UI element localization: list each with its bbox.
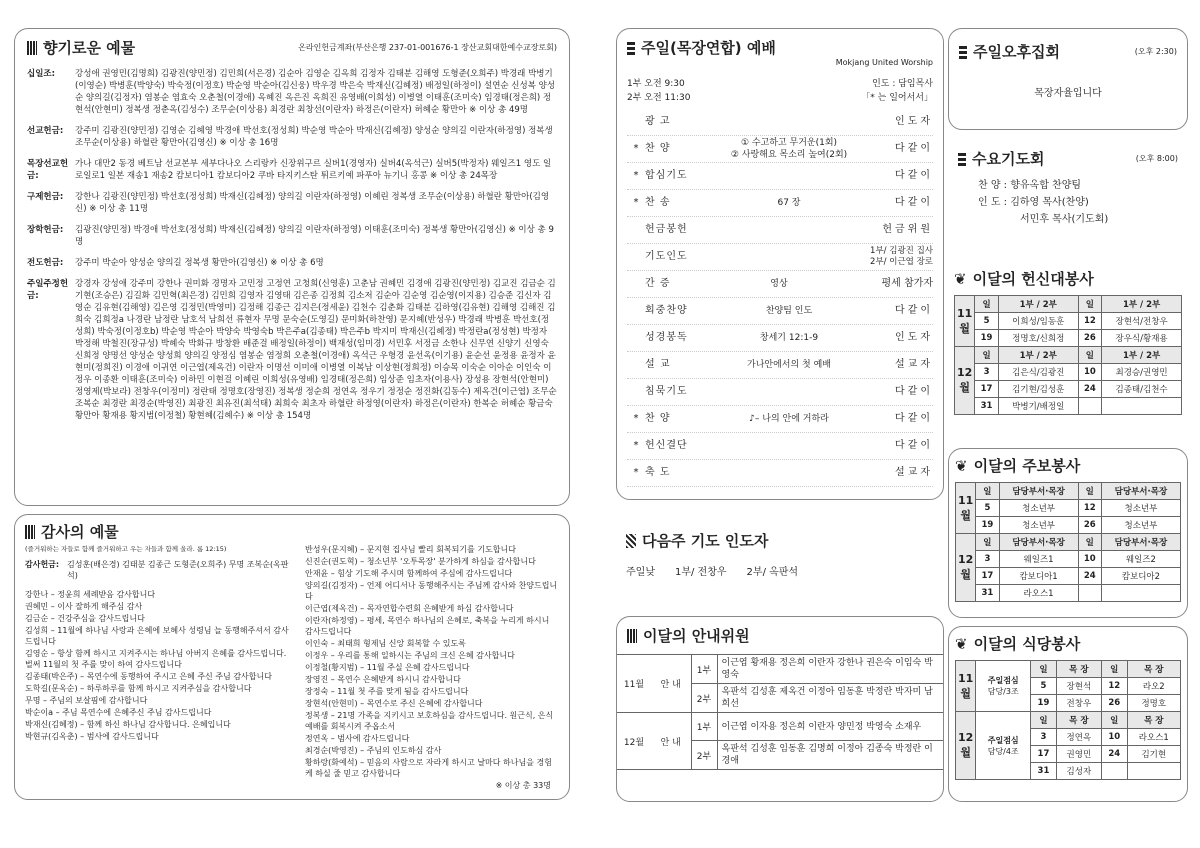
online-account: 온라인헌금계좌(부산은행 237-01-001676-1 장산교회대한예수교장로회) [298, 43, 557, 52]
offering-names: 가나 대만2 동경 베트남 선교본부 세부다나오 스리랑카 신장위구르 실버1(경영자) 실버4(옥석근) 실버5(박정자) 웨일즈1 영도 일로일로1 일본 재송1 재송2 캄보디아1 캄보디아2 쿠바 타지키스탄 튀르키예 파푸아 뉴기니 홍콩 ※ 이상 총 24목장 [75, 159, 552, 181]
thanks-entry: 황하랑(화예석) – 믿음의 사람으로 자라게 하시고 날마다 하나님을 경험케 하실 줄 믿고 감사합니다 [305, 758, 552, 778]
order-name: 헌금봉헌 [645, 224, 688, 235]
table-row [955, 330, 1182, 347]
day-cell: 12 [1078, 313, 1102, 330]
day-cell: 12 [1101, 678, 1127, 695]
day-cell: 10 [1078, 551, 1101, 568]
bulletin-title: ❦ 이달의 주보봉사 [955, 456, 1081, 475]
order-person: 다같이 [895, 440, 933, 451]
bulletin-panel [948, 448, 1188, 618]
offering-label: 전도헌금: [27, 258, 64, 268]
order-name: 축 도 [645, 467, 671, 478]
guide-names: 옥판석 김성훈 임동훈 김명희 이정아 김종숙 박정란 이경애 [717, 741, 943, 770]
dots-icon [627, 41, 635, 55]
table-row [956, 585, 1181, 602]
header-cell: 1부 / 2부 [1102, 296, 1182, 313]
thanks-verse: (즐거워하는 자들로 함께 즐거워하고 우는 자들과 함께 울라. 롬 12:15) [25, 545, 227, 553]
day-cell: 3 [1031, 729, 1057, 746]
thanks-entry: 반성우(문지혜) – 문지현 집사님 빨리 회복되기를 기도합니다 [305, 545, 516, 554]
header-cell: 목 장 [1127, 661, 1180, 678]
header-cell: 일 [1031, 661, 1057, 678]
sunday-pm-panel [948, 28, 1188, 130]
header-cell: 목 장 [1127, 712, 1180, 729]
order-content: ♪– 나의 안에 거하라 [749, 414, 829, 424]
thanks-entry: 권혜민 – 이사 잘하게 해주심 감사 [25, 602, 143, 611]
thanks-entry: 박현규(김옥춘) – 범사에 감사드립니다 [25, 732, 159, 741]
guide-row [617, 713, 943, 741]
worship-subtitle: Mokjang United Worship [835, 58, 933, 67]
thanks-entry: 박재신(김혜정) – 함께 하신 하나님 감사합니다. 은혜입니다 [25, 720, 231, 729]
table-row [955, 381, 1182, 398]
guide-names: 옥판석 김성훈 제옥건 이정아 임동훈 박정란 박자미 남희선 [717, 684, 943, 713]
assignee-cell: 장우식/황재용 [1102, 330, 1182, 347]
assignee-cell: 라오스1 [1127, 729, 1180, 746]
day-cell: 5 [1031, 678, 1057, 695]
table-row [956, 500, 1181, 517]
order-star: * [633, 467, 639, 478]
order-row [627, 163, 933, 190]
table-row [955, 313, 1182, 330]
offering-panel [14, 28, 570, 506]
meal-team: 담당/4조 [987, 746, 1019, 756]
day-cell: 24 [1078, 568, 1101, 585]
order-person: 다같이 [895, 143, 933, 154]
thanks-entry: 김성희 – 11월에 하나님 사랑과 은혜에 보혜사 성령님 늘 동행해주셔서 감사드립니다 [25, 626, 289, 646]
assignee-cell [1102, 398, 1182, 415]
thanks-entry: 도학길(문옥순) – 하루하루를 함께 하시고 지켜주심을 감사합니다 [25, 684, 252, 693]
assignee-cell: 김성자 [1056, 763, 1101, 780]
thanks-entry: 장현석(안현미) – 목연수로 주신 은혜에 감사합니다 [305, 699, 483, 708]
guide-role: 안 내 [651, 713, 691, 770]
header-cell: 담당부서·목장 [999, 534, 1078, 551]
order-person: 설교자 [895, 359, 933, 370]
order-person: 인도자 [895, 332, 933, 343]
checker-icon [626, 534, 636, 548]
assignee-cell: 캄보디아1 [999, 568, 1078, 585]
assignee-cell: 김종태/김천수 [1102, 381, 1182, 398]
day-cell: 5 [975, 313, 999, 330]
order-row [627, 217, 933, 244]
guide-month: 12월 [617, 713, 651, 770]
order-row [627, 244, 933, 271]
thanks-entry: 정복생 – 21명 가족을 지키시고 보호하심을 감사드립니다. 원근식, 은식 예배를 회복시켜 주옵소서 [305, 711, 554, 731]
day-cell: 31 [976, 585, 999, 602]
service-title: ❦ 이달의 헌신대봉사 [954, 269, 1094, 288]
order-person: 헌금위원 [882, 224, 933, 235]
header-cell: 일 [1078, 534, 1101, 551]
assignee-cell: 정명호/신희정 [998, 330, 1078, 347]
dots-icon [959, 45, 967, 59]
assignee-cell: 라오스1 [999, 585, 1078, 602]
table-row [956, 568, 1181, 585]
day-cell [1101, 763, 1127, 780]
header-cell: 담당부서·목장 [1101, 483, 1180, 500]
order-star: * [633, 440, 639, 451]
assignee-cell: 박병기/배정일 [998, 398, 1078, 415]
header-cell: 1부 / 2부 [1102, 347, 1182, 364]
offering-label: 구제헌금: [27, 192, 64, 202]
table-header [955, 347, 1182, 364]
offering-names: 강주미 박순아 양성순 양의길 정복생 황만아(김영신) ※ 이상 총 6명 [75, 258, 324, 268]
offering-row [27, 191, 557, 215]
thanks-entry: 김종태(박은주) – 목연수에 동행하여 주시고 은혜 주신 주님 감사합니다 [25, 672, 272, 681]
header-cell: 일 [1078, 296, 1102, 313]
order-row [627, 271, 933, 298]
order-name: 찬 양 [645, 413, 671, 424]
thanks-entry: 장정숙 – 11월 첫 주를 맞게 됨을 감사드립니다 [305, 687, 469, 696]
time-second: 2부 오전 11:30 [627, 93, 691, 103]
meal-label: 주일점심 [987, 735, 1019, 745]
assignee-cell: 라오2 [1127, 678, 1180, 695]
order-person: 인도자 [895, 116, 933, 127]
header-cell: 일 [975, 296, 999, 313]
order-person: 다같이 [895, 170, 933, 181]
meal-label-cell [976, 661, 1031, 712]
next-label: 주일낮 [626, 567, 655, 578]
header-cell: 일 [1101, 661, 1127, 678]
day-cell: 10 [1078, 364, 1102, 381]
wed-leader: 인 도 : 김하영 목사(찬양) [978, 197, 1089, 208]
day-cell: 17 [1031, 746, 1057, 763]
thanks-entry: 최경순(박영진) – 주님의 인도하심 감사 [305, 746, 442, 755]
meal-label-cell [976, 712, 1031, 780]
guide-part: 2부 [691, 741, 717, 770]
day-cell: 17 [975, 381, 999, 398]
offering-names: 강주미 김광진(양민정) 김영순 김혜영 박경애 박선호(정성희) 박순영 박순아 박재신(김혜정) 양성순 양의길 이란자(하정영) 정복생 조무순(이상용) 하혈란 황만아(김영신) ※ 이상 총 16명 [75, 126, 553, 148]
leaf-icon: ❦ [955, 634, 968, 653]
thanks-entry: 이인숙 – 최태희 형제님 신앙 회복할 수 있도록 [305, 639, 466, 648]
assignee-cell: 청소년부 [999, 500, 1078, 517]
order-name: 회중찬양 [645, 305, 688, 316]
dots-icon [958, 152, 966, 166]
assignee-cell: 청소년부 [1101, 517, 1180, 534]
order-person: 1부/ 김광진 집사 2부/ 이근엽 장로 [870, 246, 933, 267]
thanks-entry: 이근엽(제옥건) – 목자연합수련회 은혜받게 하심 감사합니다 [305, 604, 514, 613]
day-cell: 17 [976, 568, 999, 585]
header-cell: 목 장 [1056, 712, 1101, 729]
assignee-cell: 캄보디아2 [1101, 568, 1180, 585]
assignee-cell: 정명호 [1127, 695, 1180, 712]
header-cell: 일 [976, 534, 999, 551]
order-person: 평세 참가자 [881, 278, 933, 289]
day-cell: 19 [1031, 695, 1057, 712]
assignee-cell: 권영민 [1056, 746, 1101, 763]
order-row [627, 352, 933, 379]
order-content: 창세기 12:1-9 [759, 333, 819, 343]
assignee-cell: 장현석 [1056, 678, 1101, 695]
next-second: 2부/ 옥판석 [746, 567, 799, 578]
offering-row [27, 125, 557, 149]
order-content: 가나안에서의 첫 예배 [747, 360, 831, 370]
thanks-entry: 박순이a – 주님 목연수에 은혜주신 주님 감사드립니다 [25, 708, 212, 717]
table-row [955, 364, 1182, 381]
order-name: 찬 양 [645, 143, 671, 154]
assignee-cell: 웨일즈1 [999, 551, 1078, 568]
assignee-cell: 김은식/김광진 [998, 364, 1078, 381]
header-cell: 1부 / 2부 [998, 347, 1078, 364]
day-cell: 26 [1078, 330, 1102, 347]
month-cell: 12월 [955, 347, 975, 415]
header-cell: 담당부서·목장 [999, 483, 1078, 500]
leaf-icon: ❦ [954, 269, 967, 288]
thanks-entry: 양의길(김정자) – 언제 어디서나 동행해주시는 주님께 감사와 찬양드립니다 [305, 581, 558, 601]
assignee-cell: 웨일즈2 [1101, 551, 1180, 568]
day-cell: 31 [975, 398, 999, 415]
wed-prayer: 서민후 목사(기도회) [1020, 214, 1109, 225]
meal-panel [948, 626, 1188, 802]
bars-icon [27, 41, 37, 55]
table-header [956, 483, 1181, 500]
order-row [627, 379, 933, 406]
thanks-entry: 이정철(황지범) – 11월 주실 은혜 감사드립니다 [305, 663, 470, 672]
order-person: 다같이 [895, 386, 933, 397]
order-row [627, 298, 933, 325]
assignee-cell: 이희성/임동훈 [998, 313, 1078, 330]
order-content: ① 수고하고 무거운(1회) ② 사랑해요 목소리 높여(2회) [730, 138, 848, 160]
header-cell: 일 [975, 347, 999, 364]
next-prayer-panel [616, 520, 944, 598]
sunday-pm-time: (오후 2:30) [1134, 47, 1177, 56]
day-cell: 19 [975, 330, 999, 347]
worship-panel [616, 28, 944, 500]
month-cell: 12월 [956, 534, 976, 602]
offering-names: 강성애 권영민(김명희) 김광진(양민정) 김민희(서은경) 김순아 김영순 김옥희 김정자 김태분 김해영 도형준(오희주) 박경래 박병기(이영순) 박병훈(박양숙) 박숙정(이정호) 박순영 박순아(김신웅) 박우경 박은숙 박재신(김혜정) 배정일(하정이) 설연순 신성복 양성순 양의길(김정자) 염봉순 염효숙 오춘철(이경애) 옥혜진 옥은진 옥희진 유영배(이희성) 이병열 이태훈(조미숙) 임경태(정은희) 정현석(안현미) 정복생 정춘옥(김성수) 조무순(이상용) 최경란 최창선(이란자) 하정은(이란자) 허혜순 황만아 ※ 이상 총 49명 [75, 69, 556, 115]
order-star: * [633, 413, 639, 424]
day-cell: 31 [1031, 763, 1057, 780]
month-cell: 11월 [956, 483, 976, 534]
table-header [956, 534, 1181, 551]
offering-names: 강경자 강성애 강주미 강한나 권미화 경명자 고민정 고정연 고청희(신영훈) 고춘남 권혜민 김경애 김광진(양민정) 김교진 김금순 김기현(조승은) 김길화 김민혁(최은경) 김민희 김영자 김영태 김은종 김정희 김소저 김순아 김순영 김순영(이지용) 김승준 김신자 김영순 김유현(김해영) 김은영 김정민(박영미) 김정해 김종근 김지은(정세윤) 김천수 김춘화 김태분 김하영(김유현) 김해영 김해진 김희숙 김희정a 나경란 남정란 남호석 남희선 류현자 무명 문숙순(도영길) 문미화(하찬영) 문지혜(반성우) 박경래 박병훈 박선호(정성희) 박숙정(이정호b) 박순영 박순아 박양숙 박영숙b 박은주a(김종태) 박은주b 박지미 박재신(김혜정) 박정란a(정성현) 박정자 박정해 박철진(장규성) 박혜숙 박화규 방창환 배준걸 배정일(하정이) 백재성(임미경) 서민후 서정금 소한나 신무연 신양기 신영숙 신희정 양명선 양성순 양성희 양의길 양정심 염봉순 염정희 오춘철(이경애) 옥석근 우형경 윤선옥(이기용) 윤순선 윤정용 윤정자 윤현미(정희진) 이경애 이귀연 이근엽(제옥건) 이란자 이명선 이미애 이병열 이복남 이상현(정희정) 이승목 이숙순 이아순 이인숙 이정우 이종환 이태훈(조미숙) 이하민 이현걸 이혜린 이희성(유영배) 임경태(정은희) 임상준 임초자(이용사) 장성용 장현석(안현미) 정영제(박보라) 전창우(이정미) 정란태 정명호(장영진) 정복생 정순희 정연옥 정우기 정정순 정진화(김동수) 제옥건(이근엽) 조무순 조복순 최경란 최경순(박영진) 최광진 최유진(최석태) 최희숙 최초자 하혈란 하정영(이란자) 하정은(이란자) 한복순 허혜순 황금숙 황만아 황재용 황지범(이정철) 황현혜(김혜수) ※ 이상 총 154명 [75, 279, 557, 421]
thanks-entry: 강한나 – 정윤희 세례받음 감사합니다 [25, 590, 156, 599]
order-content: 영상 [770, 279, 788, 289]
assignee-cell [1127, 763, 1180, 780]
table-header [955, 296, 1182, 313]
order-row [627, 460, 933, 487]
day-cell: 3 [975, 364, 999, 381]
month-cell: 12월 [956, 712, 976, 780]
assignee-cell: 청소년부 [1101, 500, 1180, 517]
thanks-panel [14, 514, 570, 800]
order-person: 다같이 [895, 413, 933, 424]
time-first: 1부 오전 9:30 [627, 79, 685, 89]
guide-role: 안 내 [651, 655, 691, 713]
order-content: 67 장 [777, 198, 801, 208]
day-cell [1078, 585, 1101, 602]
day-cell: 24 [1078, 381, 1102, 398]
assignee-cell: 청소년부 [999, 517, 1078, 534]
sunday-pm-title: 주일오후집회 [959, 41, 1060, 62]
table-row [955, 398, 1182, 415]
order-row [627, 136, 933, 163]
header-cell: 1부 / 2부 [998, 296, 1078, 313]
offering-label: 장학헌금: [27, 225, 64, 235]
thanks-entry: 정연옥 – 범사에 감사드립니다 [305, 734, 410, 743]
thanks-entry: 이정우 – 우리를 통해 일하시는 주님의 크신 은혜 감사합니다 [305, 651, 515, 660]
order-person: 다같이 [895, 197, 933, 208]
order-name: 합심기도 [645, 170, 688, 181]
thanks-total: ※ 이상 총 33명 [495, 781, 551, 790]
next-first: 1부/ 전창우 [674, 567, 727, 578]
sunday-pm-text: 목장자율입니다 [1034, 88, 1102, 99]
meal-label: 주일점심 [987, 676, 1019, 685]
day-cell: 24 [1101, 746, 1127, 763]
offering-label: 목장선교헌금: [27, 159, 69, 181]
leaf-icon: ❦ [955, 456, 968, 475]
thanks-title: 감사의 예물 [25, 521, 559, 542]
day-cell: 12 [1078, 500, 1101, 517]
order-row [627, 325, 933, 352]
bars-icon [627, 629, 637, 643]
stand-note: 「* 는 일어서서」 [861, 93, 933, 103]
day-cell: 26 [1101, 695, 1127, 712]
month-cell: 11월 [956, 661, 976, 712]
order-content: 찬양팀 인도 [765, 306, 813, 316]
guide-part: 1부 [691, 655, 717, 684]
assignee-cell: 김기현 [1127, 746, 1180, 763]
thanks-entry: 안재윤 – 힘상 기도해 주시며 함께하여 주심에 감사드립니다 [305, 569, 513, 578]
thanks-entry: 무명 – 주님의 보살핌에 감사합니다 [25, 696, 148, 705]
order-row [627, 406, 933, 433]
order-star: * [633, 170, 639, 181]
table-header [956, 712, 1181, 729]
order-person: 설교자 [895, 467, 933, 478]
thanks-names: 김성훈(배은경) 김태분 김종근 도형준(오희주) 무명 조복순(옥판석) [67, 560, 289, 580]
bars-icon [25, 525, 35, 539]
meal-team: 담당/3조 [987, 687, 1019, 696]
offering-names: 강한나 김광진(양민정) 박선호(정성희) 박재신(김혜정) 양의길 이란자(하정영) 이혜린 정복생 조무순(이상용) 하혈란 황만아(김영신) ※ 이상 총 11명 [75, 192, 550, 214]
service-panel [948, 262, 1188, 440]
guide-part: 1부 [691, 713, 717, 741]
day-cell: 19 [976, 517, 999, 534]
header-cell: 일 [976, 483, 999, 500]
month-cell: 11월 [955, 296, 975, 347]
offering-label: 십일조: [27, 69, 56, 79]
day-cell: 26 [1078, 517, 1101, 534]
offering-label: 주일주정헌금: [27, 279, 69, 301]
wednesday-title: 수요기도회 [958, 148, 1044, 169]
day-cell: 5 [976, 500, 999, 517]
order-name: 성경봉독 [645, 332, 688, 343]
offering-names: 김광진(양민정) 박경애 박선호(정성희) 박재신(김혜정) 양의길 이란자(하정영) 이태훈(조미숙) 정복생 황만아(김영신) ※ 이상 총 9명 [75, 225, 554, 247]
offering-row [27, 224, 557, 248]
guide-part: 2부 [691, 684, 717, 713]
guide-title: 이달의 안내위원 [617, 625, 943, 646]
order-star: * [633, 197, 639, 208]
assignee-cell: 장현석/전창우 [1102, 313, 1182, 330]
order-name: 광 고 [645, 116, 671, 127]
next-prayer-title: 다음주 기도 인도자 [626, 530, 934, 551]
header-cell: 일 [1031, 712, 1057, 729]
offering-title: 향기로운 예물 [27, 37, 135, 58]
guide-names: 이근엽 이자용 정은희 이란자 양민정 박영숙 소재우 [717, 713, 943, 741]
offering-row [27, 278, 557, 422]
guide-row [617, 655, 943, 684]
thanks-entry: 김금순 – 건강주심을 감사드립니다 [25, 614, 145, 623]
offering-row [27, 158, 557, 182]
order-name: 침묵기도 [645, 386, 688, 397]
order-row [627, 109, 933, 136]
day-cell: 10 [1101, 729, 1127, 746]
order-name: 찬 송 [645, 197, 671, 208]
wednesday-time: (오후 8:00) [1135, 154, 1178, 163]
order-name: 헌신결단 [645, 440, 688, 451]
guide-panel [616, 616, 944, 802]
day-cell [1078, 398, 1102, 415]
header-cell: 일 [1101, 712, 1127, 729]
offering-row [27, 68, 557, 116]
assignee-cell: 최경승/권영민 [1102, 364, 1182, 381]
table-row [956, 551, 1181, 568]
guide-month: 11월 [617, 655, 651, 713]
header-cell: 목 장 [1056, 661, 1101, 678]
day-cell: 3 [976, 551, 999, 568]
header-cell: 일 [1078, 483, 1101, 500]
order-star: * [633, 143, 639, 154]
worship-title: 주일(목장연합) 예배 [627, 37, 933, 58]
header-cell: 담당부서·목장 [1101, 534, 1180, 551]
assignee-cell: 정연옥 [1056, 729, 1101, 746]
offering-row [27, 257, 557, 269]
order-row [627, 190, 933, 217]
order-name: 설 교 [645, 359, 671, 370]
thanks-label: 감사헌금: [25, 560, 60, 569]
offering-label: 선교헌금: [27, 126, 64, 136]
wed-praise: 찬 양 : 향유옥합 찬양팀 [978, 180, 1082, 191]
order-name: 기도인도 [645, 251, 688, 262]
header-cell: 일 [1078, 347, 1102, 364]
assignee-cell: 김기현/김성훈 [998, 381, 1078, 398]
table-header [956, 661, 1181, 678]
wednesday-panel [948, 136, 1188, 244]
order-row [627, 433, 933, 460]
worship-leader: 인도 : 담임목사 [872, 79, 933, 89]
assignee-cell: 전창우 [1056, 695, 1101, 712]
thanks-entry: 신진순(권도혁) – 청소년부 '오투목장' 분가하게 하심을 감사합니다 [305, 557, 536, 566]
table-row [956, 517, 1181, 534]
order-name: 간 증 [645, 278, 671, 289]
thanks-entry: 김영순 – 항상 함께 하시고 지켜주시는 하나님 아버지 은혜를 감사드립니다. 벌써 11월의 첫 주를 맞이 하여 감사드립니다 [25, 649, 287, 669]
order-person: 다같이 [895, 305, 933, 316]
thanks-entry: 이란자(하정영) – 평세, 목연수 하나님의 은혜로, 축복을 누리게 하시니 감사드립니다 [305, 616, 550, 636]
assignee-cell [1101, 585, 1180, 602]
meal-title: ❦ 이달의 식당봉사 [955, 634, 1081, 653]
guide-names: 이근엽 황재용 정은희 이란자 강한나 권은숙 이임숙 박영숙 [717, 655, 943, 684]
thanks-entry: 장영진 – 목연수 은혜받게 하시니 감사합니다 [305, 675, 461, 684]
